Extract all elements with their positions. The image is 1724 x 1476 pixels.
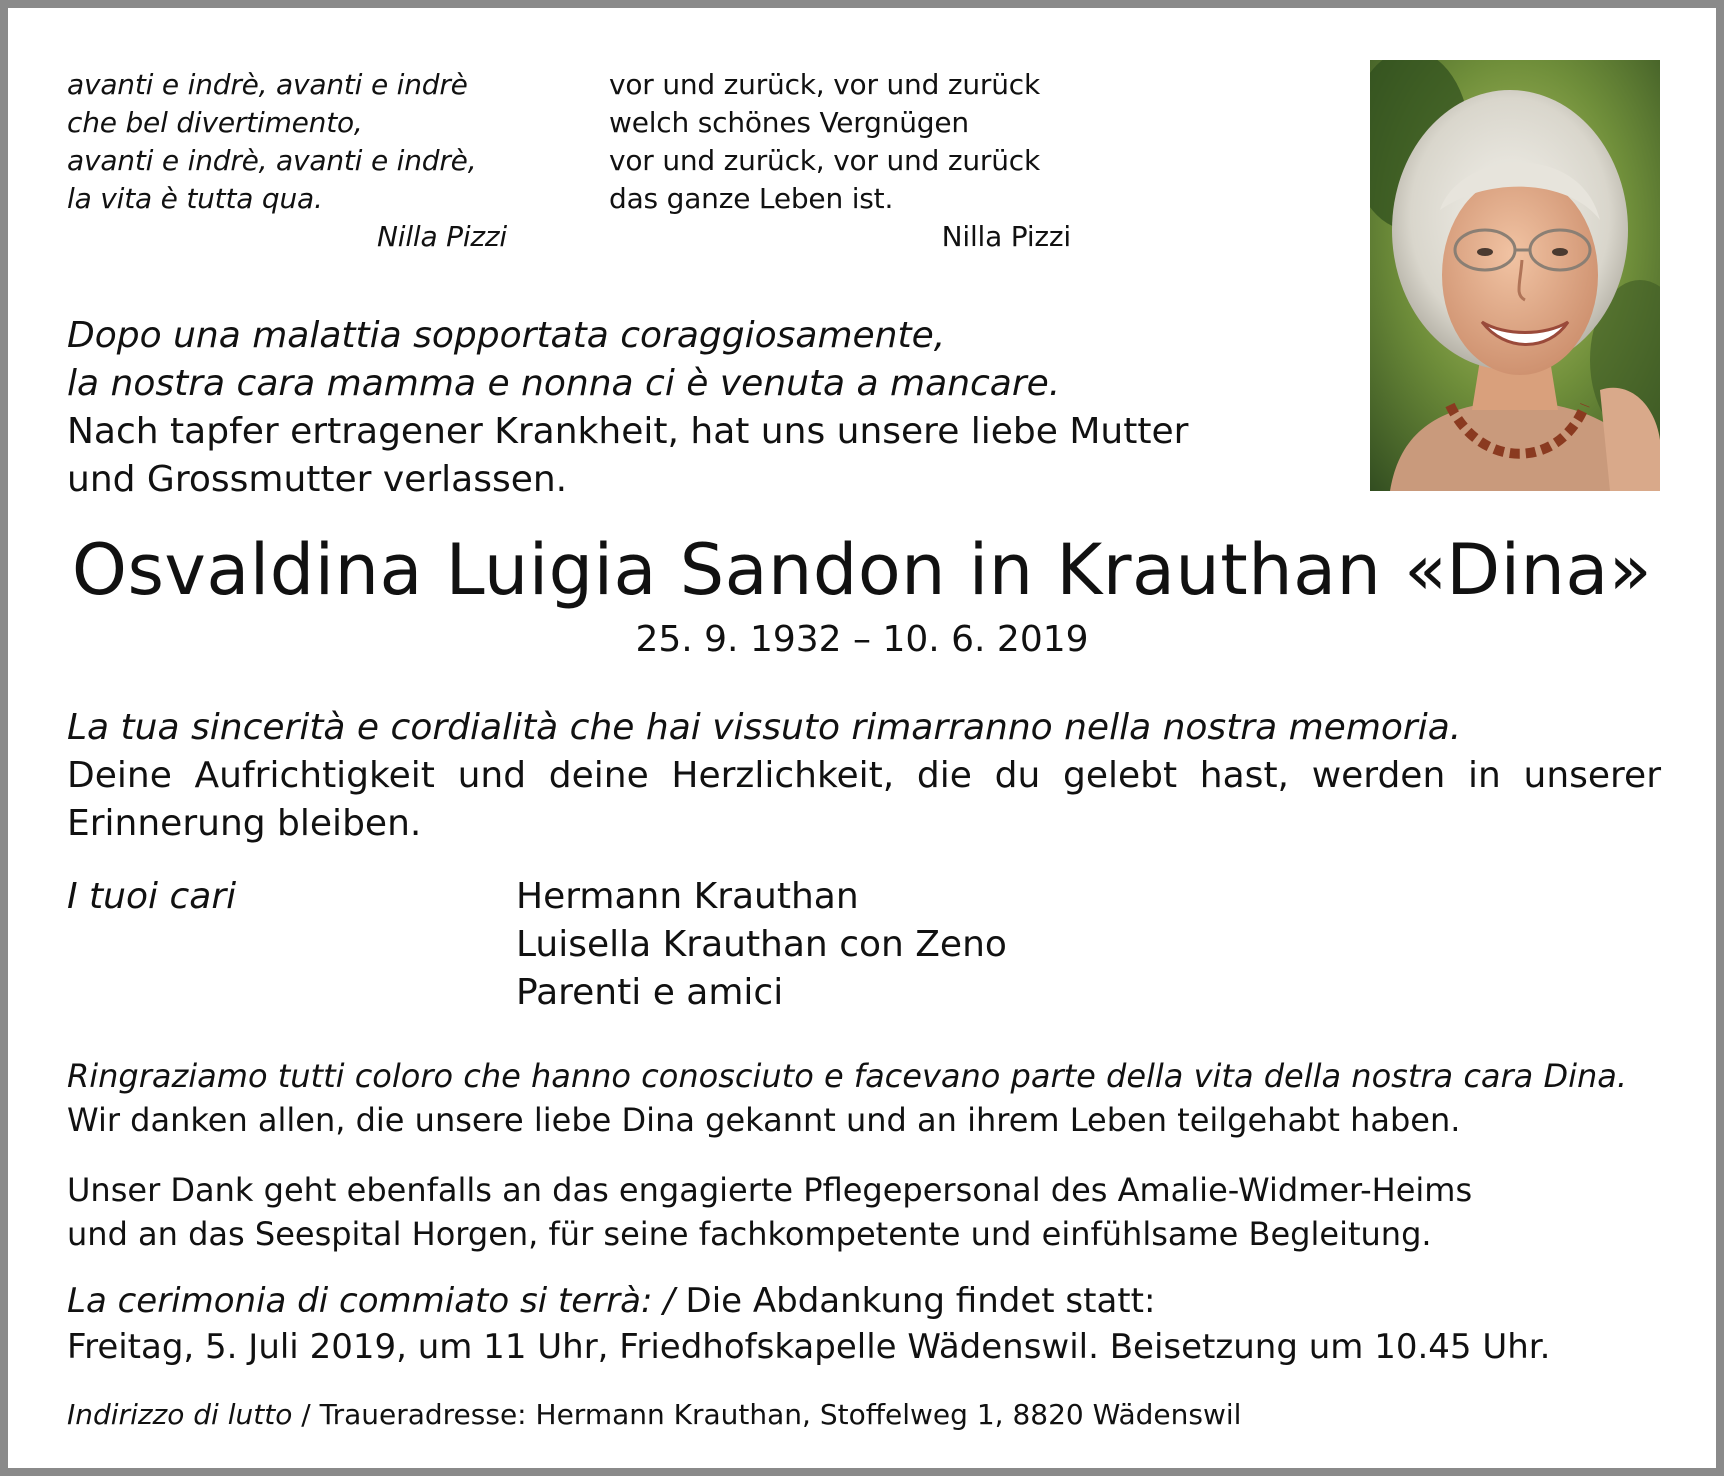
memory-italian: La tua sincerità e cordialità che hai vissuto rimarranno nella nostra memoria.	[67, 707, 1462, 748]
memory-german-line: Erinnerung bleiben.	[67, 803, 422, 844]
thanks-german: Wir danken allen, die unsere liebe Dina gekannt und an ihrem Leben teilgehabt haben.	[67, 1101, 1461, 1139]
mourners-label: I tuoi cari	[67, 876, 237, 917]
memory-german-line: Deine Aufrichtigkeit und deine Herzlichkeit, die du gelebt hast, werden in unserer	[67, 755, 1661, 796]
poem-line: welch schönes Vergnügen	[609, 106, 969, 139]
ceremony-label-german: Die Abdankung findet statt:	[674, 1281, 1156, 1321]
poem-line: che bel divertimento,	[67, 106, 363, 139]
intro-italian-line: Dopo una malattia sopportata coraggiosamente,	[67, 315, 946, 356]
mourners-list	[516, 873, 1007, 1017]
care-thanks-text	[67, 1168, 1687, 1256]
care-thanks-line: Unser Dank geht ebenfalls an das engagierte Pflegepersonal des Amalie-Widmer-Heims	[67, 1171, 1473, 1209]
obituary-page	[8, 8, 1716, 1468]
mourner-name: Luisella Krauthan con Zeno	[516, 924, 1007, 965]
portrait-image	[1370, 60, 1660, 491]
portrait-photo	[1370, 60, 1660, 491]
ceremony-info	[67, 1278, 1687, 1370]
poem-line: avanti e indrè, avanti e indrè	[67, 68, 468, 101]
poem-line: vor und zurück, vor und zurück	[609, 68, 1040, 101]
address-text: / Traueradresse: Hermann Krauthan, Stoffelweg 1, 8820 Wädenswil	[292, 1398, 1242, 1431]
memory-text	[67, 704, 1661, 848]
poem-italian	[67, 66, 507, 256]
ceremony-heading	[67, 1278, 1687, 1324]
care-thanks-line: und an das Seespital Horgen, für seine fachkompetente und einfühlsame Begleitung.	[67, 1215, 1432, 1253]
ceremony-details: Freitag, 5. Juli 2019, um 11 Uhr, Friedhofskapelle Wädenswil. Beisetzung um 10.45 Uhr.	[67, 1327, 1551, 1367]
poem-line: das ganze Leben ist.	[609, 182, 894, 215]
poem-line: la vita è tutta qua.	[67, 182, 323, 215]
intro-text	[67, 312, 1267, 504]
poem-line: avanti e indrè, avanti e indrè,	[67, 144, 477, 177]
ceremony-label-italian: La cerimonia di commiato si terrà: /	[67, 1281, 675, 1321]
intro-german-line: Nach tapfer ertragener Krankheit, hat uns unsere liebe Mutter	[67, 411, 1189, 452]
mourner-name: Parenti e amici	[516, 972, 784, 1013]
poem-author: Nilla Pizzi	[941, 220, 1071, 253]
thanks-text	[67, 1054, 1687, 1142]
mourning-address	[67, 1396, 1241, 1434]
life-dates: 25. 9. 1932 – 10. 6. 2019	[635, 619, 1089, 660]
poem-author: Nilla Pizzi	[377, 220, 507, 253]
address-label-italian: Indirizzo di lutto	[67, 1398, 293, 1431]
poem-german	[609, 66, 1071, 256]
intro-german-line: und Grossmutter verlassen.	[67, 459, 568, 500]
deceased-name: Osvaldina Luigia Sandon in Krauthan «Dina»	[71, 529, 1653, 611]
thanks-italian: Ringraziamo tutti coloro che hanno conosciuto e facevano parte della vita della nostra cara Dina.	[67, 1057, 1628, 1095]
mourner-name: Hermann Krauthan	[516, 876, 859, 917]
poem-line: vor und zurück, vor und zurück	[609, 144, 1040, 177]
intro-italian-line: la nostra cara mamma e nonna ci è venuta a mancare.	[67, 363, 1061, 404]
